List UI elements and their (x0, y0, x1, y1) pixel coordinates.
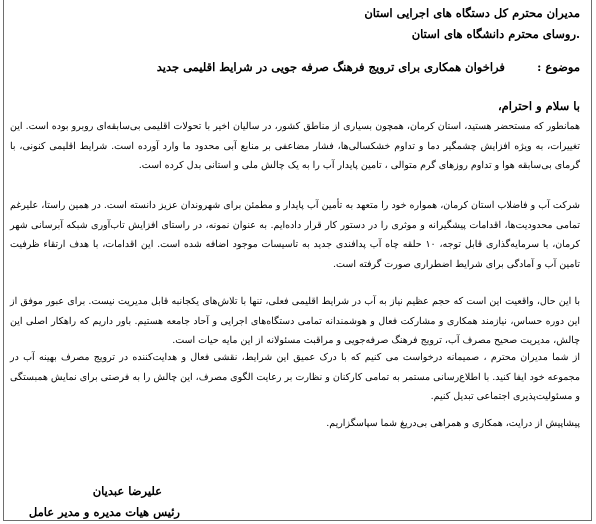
greeting: با سلام و احترام، (497, 99, 580, 113)
signature-name: علیرضا عبدیان (92, 484, 162, 498)
signature-title: رئیس هیات مدیره و مدیر عامل (28, 505, 180, 519)
addressee-line-1: مدیران محترم کل دستگاه های اجرایی استان (364, 6, 580, 20)
paragraph-3: با این حال، واقعیت این است که حجم عظیم نیاز به آب در شرایط اقلیمی فعلی، تنها با تلاش‌های یکجانبه قابل مدیریت نیست. برای عبور موفق از این دوره حساس، نیازمند همکاری و مشارکت فعال و هوشمندانه تمامی دستگاه‌های اجرایی و آحاد جامعه هستیم. باور داریم که راهکار اصلی این چالش، مدیریت صحیح مصرف آب، ترویج فرهنگ صرفه‌جویی و مراقبت مسئولانه از این مایه حیات است. (10, 296, 580, 346)
subject-label: موضوع : (537, 60, 580, 74)
paragraph-4: از شما مدیران محترم ، صمیمانه درخواست می کنیم که با درک عمیق این شرایط، نقشی فعال و هدایت‌کننده در ترویج مصرف بهینه آب در مجموعه خود ایفا کنید. با اطلاع‌رسانی مستمر به تمامی کارکنان و نظارت بر رعایت الگوی مصرف، این چالش را به فرصتی برای نمایش همبستگی و مسئولیت‌پذیری اجتماعی تبدیل کنیم. (10, 352, 580, 402)
paragraph-5: پیشاپیش از درایت، همکاری و همراهی بی‌دریغ شما سپاسگزاریم. (326, 418, 580, 429)
paragraph-1: همانطور که مستحضر هستید، استان کرمان، همچون بسیاری از مناطق کشور، در سالیان اخیر با تحولات اقلیمی بی‌سابقه‌ای روبرو بوده است. این تغییرات، به ویژه افزایش چشمگیر دما و تداوم خشکسالی‌ها، فشار مضاعفی بر منابع آبی محدود ما وارد آورده است. شرایط اقلیمی کنونی، با گرمای بی‌سابقه هوا و تداوم روزهای گرم متوالی ، تامین پایدار آب را به یک چالش ملی و استانی بدل کرده است. (10, 121, 580, 171)
addressee-line-2: .روسای محترم دانشگاه های استان (411, 27, 580, 41)
subject-line (157, 56, 580, 75)
paragraph-2: شرکت آب و فاضلاب استان کرمان، همواره خود را متعهد به تأمین آب پایدار و مطمئن برای شهروندان عزیز دانسته است. در همین راستا، علیرغم تمامی محدودیت‌ها، اقدامات پیشگیرانه و موثری را در دستور کار قرار داده‌ایم. به عنوان نمونه، در راستای افزایش تاب‌آوری شبکه آبرسانی شهر کرمان، با سرمایه‌گذاری قابل توجه، ۱۰ حلقه چاه آب پدافندی جدید به تاسیسات موجود اضافه شده است. این اقدامات، با هدف ارتقاء ظرفیت تامین آب و آمادگی برای شرایط اضطراری صورت گرفته است. (10, 200, 580, 270)
subject-text: فراخوان همکاری برای ترویج فرهنگ صرفه جویی در شرایط اقلیمی جدید (156, 60, 505, 74)
